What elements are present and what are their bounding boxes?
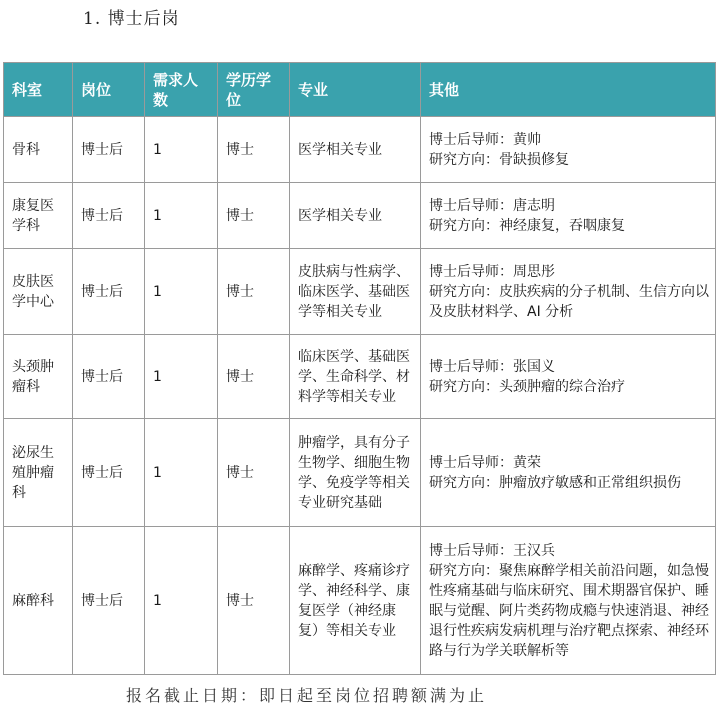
other-cell [421,117,716,183]
other-cell [421,527,716,675]
degree-cell: 博士 [218,335,290,419]
research-text: 研究方向：头颈肿瘤的综合治疗 [429,378,625,395]
table-row [4,527,716,675]
dept-cell: 骨科 [4,117,73,183]
table-row [4,249,716,335]
major-cell: 肿瘤学，具有分子生物学、细胞生物学、免疫学等相关专业研究基础 [290,419,421,527]
dept-cell: 康复医学科 [4,183,73,249]
advisor-text: 博士后导师：黄帅 [429,131,541,148]
position-cell: 博士后 [73,117,145,183]
other-cell [421,419,716,527]
header-dept: 科室 [4,63,73,117]
degree-cell: 博士 [218,117,290,183]
position-cell: 博士后 [73,527,145,675]
position-cell: 博士后 [73,419,145,527]
table-header-row [4,63,716,117]
section-title: 1. 博士后岗 [83,9,180,29]
table-row [4,335,716,419]
degree-cell: 博士 [218,527,290,675]
major-cell: 皮肤病与性病学、临床医学、基础医学等相关专业 [290,249,421,335]
research-text: 研究方向：皮肤疾病的分子机制、生信方向以及皮肤材料学、AI 分析 [429,283,709,320]
dept-cell: 麻醉科 [4,527,73,675]
advisor-text: 博士后导师：黄荣 [429,454,541,471]
header-major: 专业 [290,63,421,117]
major-cell: 临床医学、基础医学、生命科学、材料学等相关专业 [290,335,421,419]
research-text: 研究方向：聚焦麻醉学相关前沿问题，如急慢性疼痛基础与临床研究、围术期器官保护、睡眠与觉醒、阿片类药物成瘾与快速消退、神经退行性疾病发病机理与治疗靶点探索、神经环路与行为学关联解析等 [429,562,709,659]
advisor-text: 博士后导师：张国义 [429,358,555,375]
application-deadline: 报名截止日期：即日起至岗位招聘额满为止 [126,686,488,705]
advisor-text: 博士后导师：周思彤 [429,263,555,280]
position-cell: 博士后 [73,249,145,335]
other-cell [421,335,716,419]
quota-cell: 1 [145,183,218,249]
other-cell [421,249,716,335]
advisor-text: 博士后导师：王汉兵 [429,542,555,559]
research-text: 研究方向：骨缺损修复 [429,151,569,168]
degree-cell: 博士 [218,183,290,249]
header-quota: 需求人数 [145,63,218,117]
header-degree: 学历学位 [218,63,290,117]
quota-cell: 1 [145,117,218,183]
research-text: 研究方向：肿瘤放疗敏感和正常组织损伤 [429,474,681,491]
dept-cell: 皮肤医学中心 [4,249,73,335]
table-row [4,183,716,249]
quota-cell: 1 [145,335,218,419]
major-cell: 麻醉学、疼痛诊疗学、神经科学、康复医学（神经康复）等相关专业 [290,527,421,675]
quota-cell: 1 [145,419,218,527]
table-row [4,117,716,183]
position-cell: 博士后 [73,335,145,419]
quota-cell: 1 [145,527,218,675]
dept-cell: 泌尿生殖肿瘤科 [4,419,73,527]
header-other: 其他 [421,63,716,117]
major-cell: 医学相关专业 [290,183,421,249]
position-cell: 博士后 [73,183,145,249]
major-cell: 医学相关专业 [290,117,421,183]
research-text: 研究方向：神经康复，吞咽康复 [429,217,625,234]
other-cell [421,183,716,249]
quota-cell: 1 [145,249,218,335]
degree-cell: 博士 [218,419,290,527]
dept-cell: 头颈肿瘤科 [4,335,73,419]
degree-cell: 博士 [218,249,290,335]
table-row [4,419,716,527]
header-position: 岗位 [73,63,145,117]
postdoc-positions-table [3,62,716,675]
advisor-text: 博士后导师：唐志明 [429,197,555,214]
